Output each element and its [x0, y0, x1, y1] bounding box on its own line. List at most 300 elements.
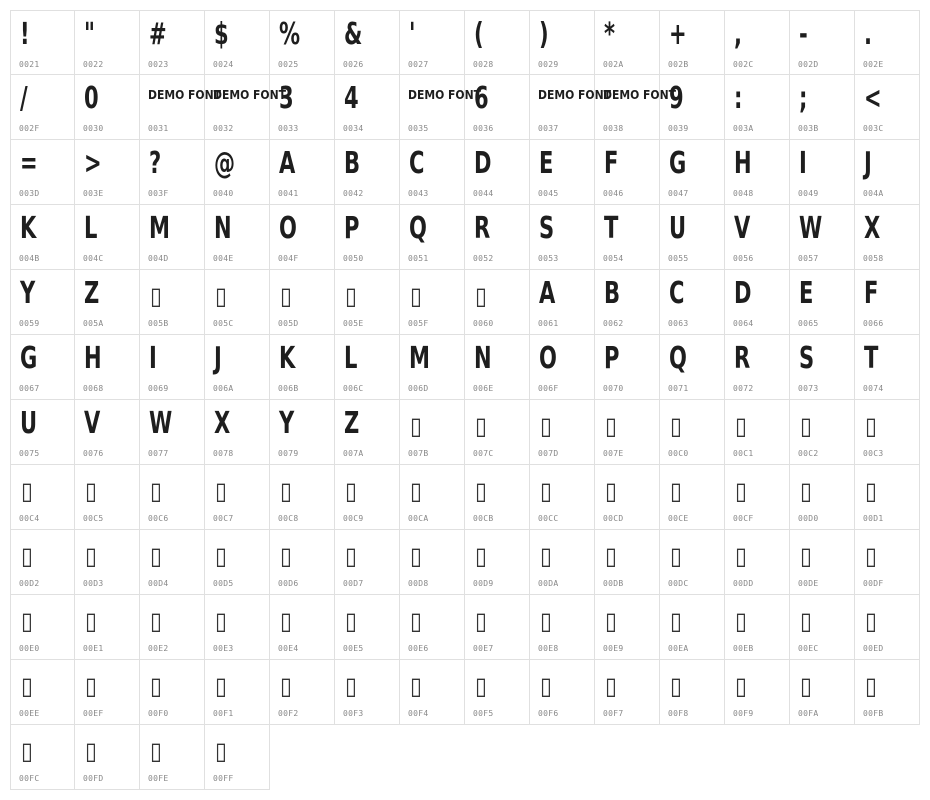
glyph-code: 0022	[83, 60, 104, 69]
glyph-code: 007B	[408, 449, 429, 458]
glyph-preview: C	[409, 146, 424, 181]
glyph-cell[interactable]	[10, 205, 75, 270]
glyph-cell[interactable]	[140, 660, 205, 725]
glyph-cell[interactable]	[205, 400, 270, 465]
glyph-code: 003A	[733, 124, 754, 133]
glyph-cell[interactable]	[530, 335, 595, 400]
glyph-preview: F	[604, 146, 618, 181]
glyph-cell[interactable]	[595, 205, 660, 270]
glyph-cell[interactable]	[595, 140, 660, 205]
glyph-code: 0072	[733, 384, 754, 393]
glyph-code: 00C1	[733, 449, 754, 458]
glyph-cell[interactable]	[75, 660, 140, 725]
glyph-code: 00E8	[538, 644, 559, 653]
glyph-cell[interactable]	[10, 270, 75, 335]
glyph-cell[interactable]	[75, 465, 140, 530]
glyph-preview: G	[20, 341, 37, 376]
glyph-cell[interactable]	[400, 335, 465, 400]
missing-glyph-box: ▯	[85, 542, 96, 570]
glyph-cell[interactable]	[595, 400, 660, 465]
glyph-code: 002C	[733, 60, 754, 69]
glyph-cell[interactable]	[75, 530, 140, 595]
glyph-cell[interactable]	[205, 205, 270, 270]
glyph-cell[interactable]	[335, 140, 400, 205]
missing-glyph-box: ▯	[540, 412, 551, 440]
glyph-code: 00C9	[343, 514, 364, 523]
glyph-cell[interactable]	[725, 140, 790, 205]
glyph-code: 00DC	[668, 579, 689, 588]
glyph-cell[interactable]	[205, 660, 270, 725]
glyph-cell[interactable]	[530, 595, 595, 660]
glyph-code: 0060	[473, 319, 494, 328]
glyph-preview: H	[734, 146, 751, 181]
glyph-cell[interactable]	[725, 400, 790, 465]
glyph-preview: J	[864, 146, 872, 181]
glyph-cell[interactable]	[400, 530, 465, 595]
demo-font-watermark: DEMO FONT	[213, 88, 286, 102]
glyph-cell[interactable]	[205, 465, 270, 530]
glyph-code: 00D2	[19, 579, 40, 588]
glyph-cell[interactable]	[465, 270, 530, 335]
missing-glyph-box: ▯	[85, 737, 96, 765]
glyph-preview: *	[604, 17, 615, 52]
glyph-code: 006B	[278, 384, 299, 393]
glyph-code: 0057	[798, 254, 819, 263]
glyph-cell[interactable]	[530, 140, 595, 205]
glyph-cell[interactable]	[75, 335, 140, 400]
glyph-cell[interactable]	[660, 400, 725, 465]
glyph-code: 0066	[863, 319, 884, 328]
glyph-preview: 3	[279, 81, 293, 116]
glyph-cell[interactable]	[10, 465, 75, 530]
glyph-cell[interactable]	[790, 75, 855, 140]
glyph-code: 00F2	[278, 709, 299, 718]
glyph-cell[interactable]	[660, 465, 725, 530]
glyph-cell[interactable]	[595, 660, 660, 725]
glyph-code: 002E	[863, 60, 884, 69]
glyph-code: 00EC	[798, 644, 819, 653]
glyph-cell[interactable]	[205, 270, 270, 335]
glyph-cell[interactable]	[530, 465, 595, 530]
missing-glyph-box: ▯	[215, 282, 226, 310]
glyph-preview: $	[214, 17, 228, 52]
glyph-cell[interactable]	[270, 595, 335, 660]
glyph-preview: U	[669, 211, 686, 246]
glyph-code: 004A	[863, 189, 884, 198]
glyph-code: 0027	[408, 60, 429, 69]
glyph-code: 0035	[408, 124, 429, 133]
glyph-cell[interactable]	[400, 10, 465, 75]
glyph-cell[interactable]	[790, 205, 855, 270]
glyph-code: 002F	[19, 124, 40, 133]
glyph-cell[interactable]	[465, 595, 530, 660]
glyph-cell[interactable]	[335, 595, 400, 660]
glyph-cell[interactable]	[270, 400, 335, 465]
glyph-code: 0071	[668, 384, 689, 393]
glyph-cell[interactable]	[595, 270, 660, 335]
glyph-cell[interactable]	[400, 400, 465, 465]
glyph-cell[interactable]	[465, 465, 530, 530]
glyph-cell[interactable]	[595, 335, 660, 400]
glyph-preview: D	[474, 146, 491, 181]
glyph-cell[interactable]	[335, 660, 400, 725]
glyph-code: 0029	[538, 60, 559, 69]
glyph-preview: &	[344, 17, 362, 52]
glyph-cell[interactable]	[75, 400, 140, 465]
glyph-cell[interactable]	[660, 335, 725, 400]
glyph-code: 0063	[668, 319, 689, 328]
glyph-preview: F	[864, 276, 878, 311]
glyph-code: 0055	[668, 254, 689, 263]
glyph-cell[interactable]	[530, 205, 595, 270]
glyph-cell[interactable]	[595, 75, 676, 140]
glyph-cell[interactable]	[660, 530, 725, 595]
glyph-code: 0052	[473, 254, 494, 263]
glyph-cell[interactable]	[75, 140, 140, 205]
glyph-code: 003D	[19, 189, 40, 198]
glyph-cell[interactable]	[465, 10, 530, 75]
glyph-cell[interactable]	[270, 270, 335, 335]
glyph-preview: ,	[734, 17, 742, 52]
missing-glyph-box: ▯	[410, 542, 421, 570]
glyph-code: 0067	[19, 384, 40, 393]
glyph-preview: V	[734, 211, 750, 246]
missing-glyph-box: ▯	[735, 672, 746, 700]
glyph-cell[interactable]	[75, 595, 140, 660]
missing-glyph-box: ▯	[475, 282, 486, 310]
glyph-code: 00D7	[343, 579, 364, 588]
glyph-code: 0078	[213, 449, 234, 458]
missing-glyph-box: ▯	[865, 542, 876, 570]
glyph-code: 00D1	[863, 514, 884, 523]
glyph-code: 00F0	[148, 709, 169, 718]
glyph-code: 00E1	[83, 644, 104, 653]
glyph-preview: (	[474, 17, 483, 52]
glyph-cell[interactable]	[335, 530, 400, 595]
glyph-code: 00EF	[83, 709, 104, 718]
glyph-cell[interactable]	[270, 660, 335, 725]
glyph-code: 007E	[603, 449, 624, 458]
missing-glyph-box: ▯	[345, 542, 356, 570]
glyph-cell[interactable]	[140, 10, 205, 75]
glyph-preview: S	[539, 211, 554, 246]
glyph-cell[interactable]	[205, 10, 270, 75]
glyph-cell[interactable]	[10, 75, 75, 140]
glyph-cell[interactable]	[855, 660, 920, 725]
glyph-code: 0034	[343, 124, 364, 133]
glyph-cell[interactable]	[465, 140, 530, 205]
glyph-cell[interactable]	[205, 140, 270, 205]
glyph-cell[interactable]	[660, 270, 725, 335]
glyph-preview: A	[539, 276, 555, 311]
glyph-code: 00C3	[863, 449, 884, 458]
missing-glyph-box: ▯	[215, 672, 226, 700]
glyph-cell[interactable]	[595, 530, 660, 595]
glyph-code: 0036	[473, 124, 494, 133]
glyph-cell[interactable]	[530, 660, 595, 725]
glyph-cell[interactable]	[660, 140, 725, 205]
glyph-code: 00EB	[733, 644, 754, 653]
glyph-code: 006C	[343, 384, 364, 393]
glyph-cell[interactable]	[140, 335, 205, 400]
glyph-preview: U	[20, 406, 37, 441]
glyph-cell[interactable]	[140, 400, 205, 465]
glyph-cell[interactable]	[465, 660, 530, 725]
glyph-code: 00C2	[798, 449, 819, 458]
glyph-preview: ;	[799, 81, 807, 116]
glyph-code: 00E4	[278, 644, 299, 653]
missing-glyph-box: ▯	[605, 477, 616, 505]
glyph-preview: T	[864, 341, 878, 376]
glyph-code: 004D	[148, 254, 169, 263]
glyph-code: 00ED	[863, 644, 884, 653]
missing-glyph-box: ▯	[21, 672, 32, 700]
glyph-preview: K	[279, 341, 295, 376]
glyph-cell[interactable]	[335, 10, 400, 75]
glyph-cell[interactable]	[465, 530, 530, 595]
glyph-cell[interactable]	[400, 595, 465, 660]
glyph-code: 00EE	[19, 709, 40, 718]
glyph-cell[interactable]	[725, 595, 790, 660]
glyph-cell[interactable]	[75, 270, 140, 335]
glyph-preview: Q	[669, 341, 687, 376]
glyph-preview: D	[734, 276, 751, 311]
glyph-cell[interactable]	[790, 270, 855, 335]
glyph-cell[interactable]	[270, 465, 335, 530]
glyph-cell[interactable]	[595, 595, 660, 660]
glyph-cell[interactable]	[270, 10, 335, 75]
glyph-cell[interactable]	[530, 270, 595, 335]
glyph-cell[interactable]	[335, 75, 400, 140]
missing-glyph-box: ▯	[345, 477, 356, 505]
glyph-cell[interactable]	[10, 335, 75, 400]
glyph-cell[interactable]	[530, 10, 595, 75]
glyph-code: 00E9	[603, 644, 624, 653]
glyph-cell[interactable]	[75, 75, 140, 140]
glyph-cell[interactable]	[270, 75, 335, 140]
glyph-cell[interactable]	[660, 75, 725, 140]
glyph-cell[interactable]	[790, 10, 855, 75]
missing-glyph-box: ▯	[735, 542, 746, 570]
glyph-cell[interactable]	[140, 465, 205, 530]
glyph-cell[interactable]	[855, 400, 920, 465]
glyph-cell[interactable]	[530, 75, 611, 140]
glyph-cell[interactable]	[400, 660, 465, 725]
glyph-cell[interactable]	[465, 205, 530, 270]
glyph-cell[interactable]	[400, 205, 465, 270]
glyph-cell[interactable]	[270, 140, 335, 205]
glyph-code: 00CA	[408, 514, 429, 523]
glyph-cell[interactable]	[790, 400, 855, 465]
glyph-cell[interactable]	[400, 140, 465, 205]
glyph-code: 007C	[473, 449, 494, 458]
missing-glyph-box: ▯	[150, 477, 161, 505]
glyph-cell[interactable]	[270, 205, 335, 270]
glyph-cell[interactable]	[140, 530, 205, 595]
glyph-cell[interactable]	[660, 10, 725, 75]
glyph-cell[interactable]	[725, 205, 790, 270]
glyph-code: 0039	[668, 124, 689, 133]
glyph-code: 00D4	[148, 579, 169, 588]
glyph-code: 0047	[668, 189, 689, 198]
glyph-cell[interactable]	[270, 335, 335, 400]
glyph-code: 00E3	[213, 644, 234, 653]
glyph-code: 0065	[798, 319, 819, 328]
glyph-code: 00CF	[733, 514, 754, 523]
glyph-cell[interactable]	[335, 270, 400, 335]
glyph-code: 002A	[603, 60, 624, 69]
glyph-cell[interactable]	[75, 205, 140, 270]
glyph-code: 00FC	[19, 774, 40, 783]
glyph-cell[interactable]	[400, 465, 465, 530]
glyph-cell[interactable]	[855, 595, 920, 660]
glyph-cell[interactable]	[140, 140, 205, 205]
glyph-preview: N	[214, 211, 231, 246]
glyph-cell[interactable]	[660, 205, 725, 270]
glyph-code: 0062	[603, 319, 624, 328]
glyph-cell[interactable]	[10, 595, 75, 660]
glyph-cell[interactable]	[465, 75, 530, 140]
glyph-cell[interactable]	[10, 660, 75, 725]
glyph-cell[interactable]	[725, 10, 790, 75]
glyph-cell[interactable]	[725, 335, 790, 400]
glyph-cell[interactable]	[855, 205, 920, 270]
glyph-cell[interactable]	[530, 530, 595, 595]
glyph-code: 004C	[83, 254, 104, 263]
glyph-cell[interactable]	[75, 725, 140, 790]
glyph-code: 003E	[83, 189, 104, 198]
glyph-cell[interactable]	[465, 335, 530, 400]
glyph-cell[interactable]	[140, 725, 205, 790]
glyph-code: 00E0	[19, 644, 40, 653]
glyph-cell[interactable]	[400, 270, 465, 335]
missing-glyph-box: ▯	[475, 412, 486, 440]
glyph-code: 0037	[538, 124, 559, 133]
glyph-cell[interactable]	[140, 205, 205, 270]
glyph-cell[interactable]	[725, 270, 790, 335]
glyph-cell[interactable]	[205, 75, 286, 140]
glyph-cell[interactable]	[660, 595, 725, 660]
glyph-cell[interactable]	[855, 10, 920, 75]
glyph-code: 00CE	[668, 514, 689, 523]
glyph-cell[interactable]	[660, 660, 725, 725]
glyph-cell[interactable]	[140, 270, 205, 335]
glyph-cell[interactable]	[140, 595, 205, 660]
glyph-preview: =	[20, 146, 37, 181]
glyph-code: 00DF	[863, 579, 884, 588]
glyph-code: 005F	[408, 319, 429, 328]
glyph-cell[interactable]	[725, 465, 790, 530]
glyph-cell[interactable]	[725, 660, 790, 725]
glyph-cell[interactable]	[790, 140, 855, 205]
glyph-cell[interactable]	[335, 465, 400, 530]
glyph-cell[interactable]	[530, 400, 595, 465]
glyph-cell[interactable]	[140, 75, 221, 140]
glyph-cell[interactable]	[75, 10, 140, 75]
missing-glyph-box: ▯	[280, 477, 291, 505]
missing-glyph-box: ▯	[410, 282, 421, 310]
glyph-cell[interactable]	[205, 725, 270, 790]
missing-glyph-box: ▯	[410, 607, 421, 635]
glyph-code: 00F6	[538, 709, 559, 718]
glyph-preview: B	[604, 276, 620, 311]
glyph-preview: .	[864, 17, 872, 52]
glyph-preview: M	[409, 341, 430, 376]
glyph-cell[interactable]	[465, 400, 530, 465]
glyph-cell[interactable]	[790, 335, 855, 400]
glyph-preview: Y	[279, 406, 294, 441]
glyph-preview: P	[344, 211, 359, 246]
glyph-code: 00C0	[668, 449, 689, 458]
glyph-cell[interactable]	[855, 530, 920, 595]
glyph-code: 0056	[733, 254, 754, 263]
glyph-cell[interactable]	[400, 75, 481, 140]
glyph-cell[interactable]	[335, 400, 400, 465]
glyph-cell[interactable]	[10, 140, 75, 205]
missing-glyph-box: ▯	[605, 542, 616, 570]
glyph-cell[interactable]	[205, 595, 270, 660]
glyph-preview: +	[669, 17, 686, 52]
missing-glyph-box: ▯	[670, 607, 681, 635]
glyph-code: 0069	[148, 384, 169, 393]
glyph-code: 00E2	[148, 644, 169, 653]
glyph-cell[interactable]	[205, 530, 270, 595]
glyph-cell[interactable]	[335, 335, 400, 400]
glyph-cell[interactable]	[10, 400, 75, 465]
glyph-code: 0058	[863, 254, 884, 263]
glyph-cell[interactable]	[270, 530, 335, 595]
glyph-cell[interactable]	[10, 725, 75, 790]
missing-glyph-box: ▯	[540, 542, 551, 570]
glyph-preview: I	[799, 146, 807, 181]
glyph-cell[interactable]	[855, 75, 920, 140]
glyph-cell[interactable]	[855, 335, 920, 400]
glyph-cell[interactable]	[335, 205, 400, 270]
missing-glyph-box: ▯	[85, 607, 96, 635]
missing-glyph-box: ▯	[280, 607, 291, 635]
glyph-cell[interactable]	[790, 595, 855, 660]
missing-glyph-box: ▯	[865, 477, 876, 505]
glyph-preview: P	[604, 341, 619, 376]
glyph-preview: Z	[344, 406, 359, 441]
glyph-cell[interactable]	[790, 465, 855, 530]
missing-glyph-box: ▯	[280, 672, 291, 700]
glyph-code: 003C	[863, 124, 884, 133]
glyph-cell[interactable]	[595, 10, 660, 75]
glyph-preview: #	[149, 17, 166, 52]
glyph-code: 00EA	[668, 644, 689, 653]
glyph-cell[interactable]	[855, 270, 920, 335]
glyph-code: 0050	[343, 254, 364, 263]
glyph-cell[interactable]	[855, 465, 920, 530]
glyph-cell[interactable]	[725, 75, 790, 140]
glyph-cell[interactable]	[790, 530, 855, 595]
glyph-cell[interactable]	[855, 140, 920, 205]
glyph-cell[interactable]	[205, 335, 270, 400]
glyph-code: 00D0	[798, 514, 819, 523]
glyph-cell[interactable]	[595, 465, 660, 530]
glyph-cell[interactable]	[725, 530, 790, 595]
glyph-cell[interactable]	[790, 660, 855, 725]
missing-glyph-box: ▯	[800, 412, 811, 440]
glyph-cell[interactable]	[10, 10, 75, 75]
glyph-preview: 0	[84, 81, 98, 116]
missing-glyph-box: ▯	[800, 607, 811, 635]
glyph-code: 0040	[213, 189, 234, 198]
missing-glyph-box: ▯	[605, 607, 616, 635]
demo-font-watermark: DEMO FONT	[148, 88, 221, 102]
glyph-cell[interactable]	[10, 530, 75, 595]
